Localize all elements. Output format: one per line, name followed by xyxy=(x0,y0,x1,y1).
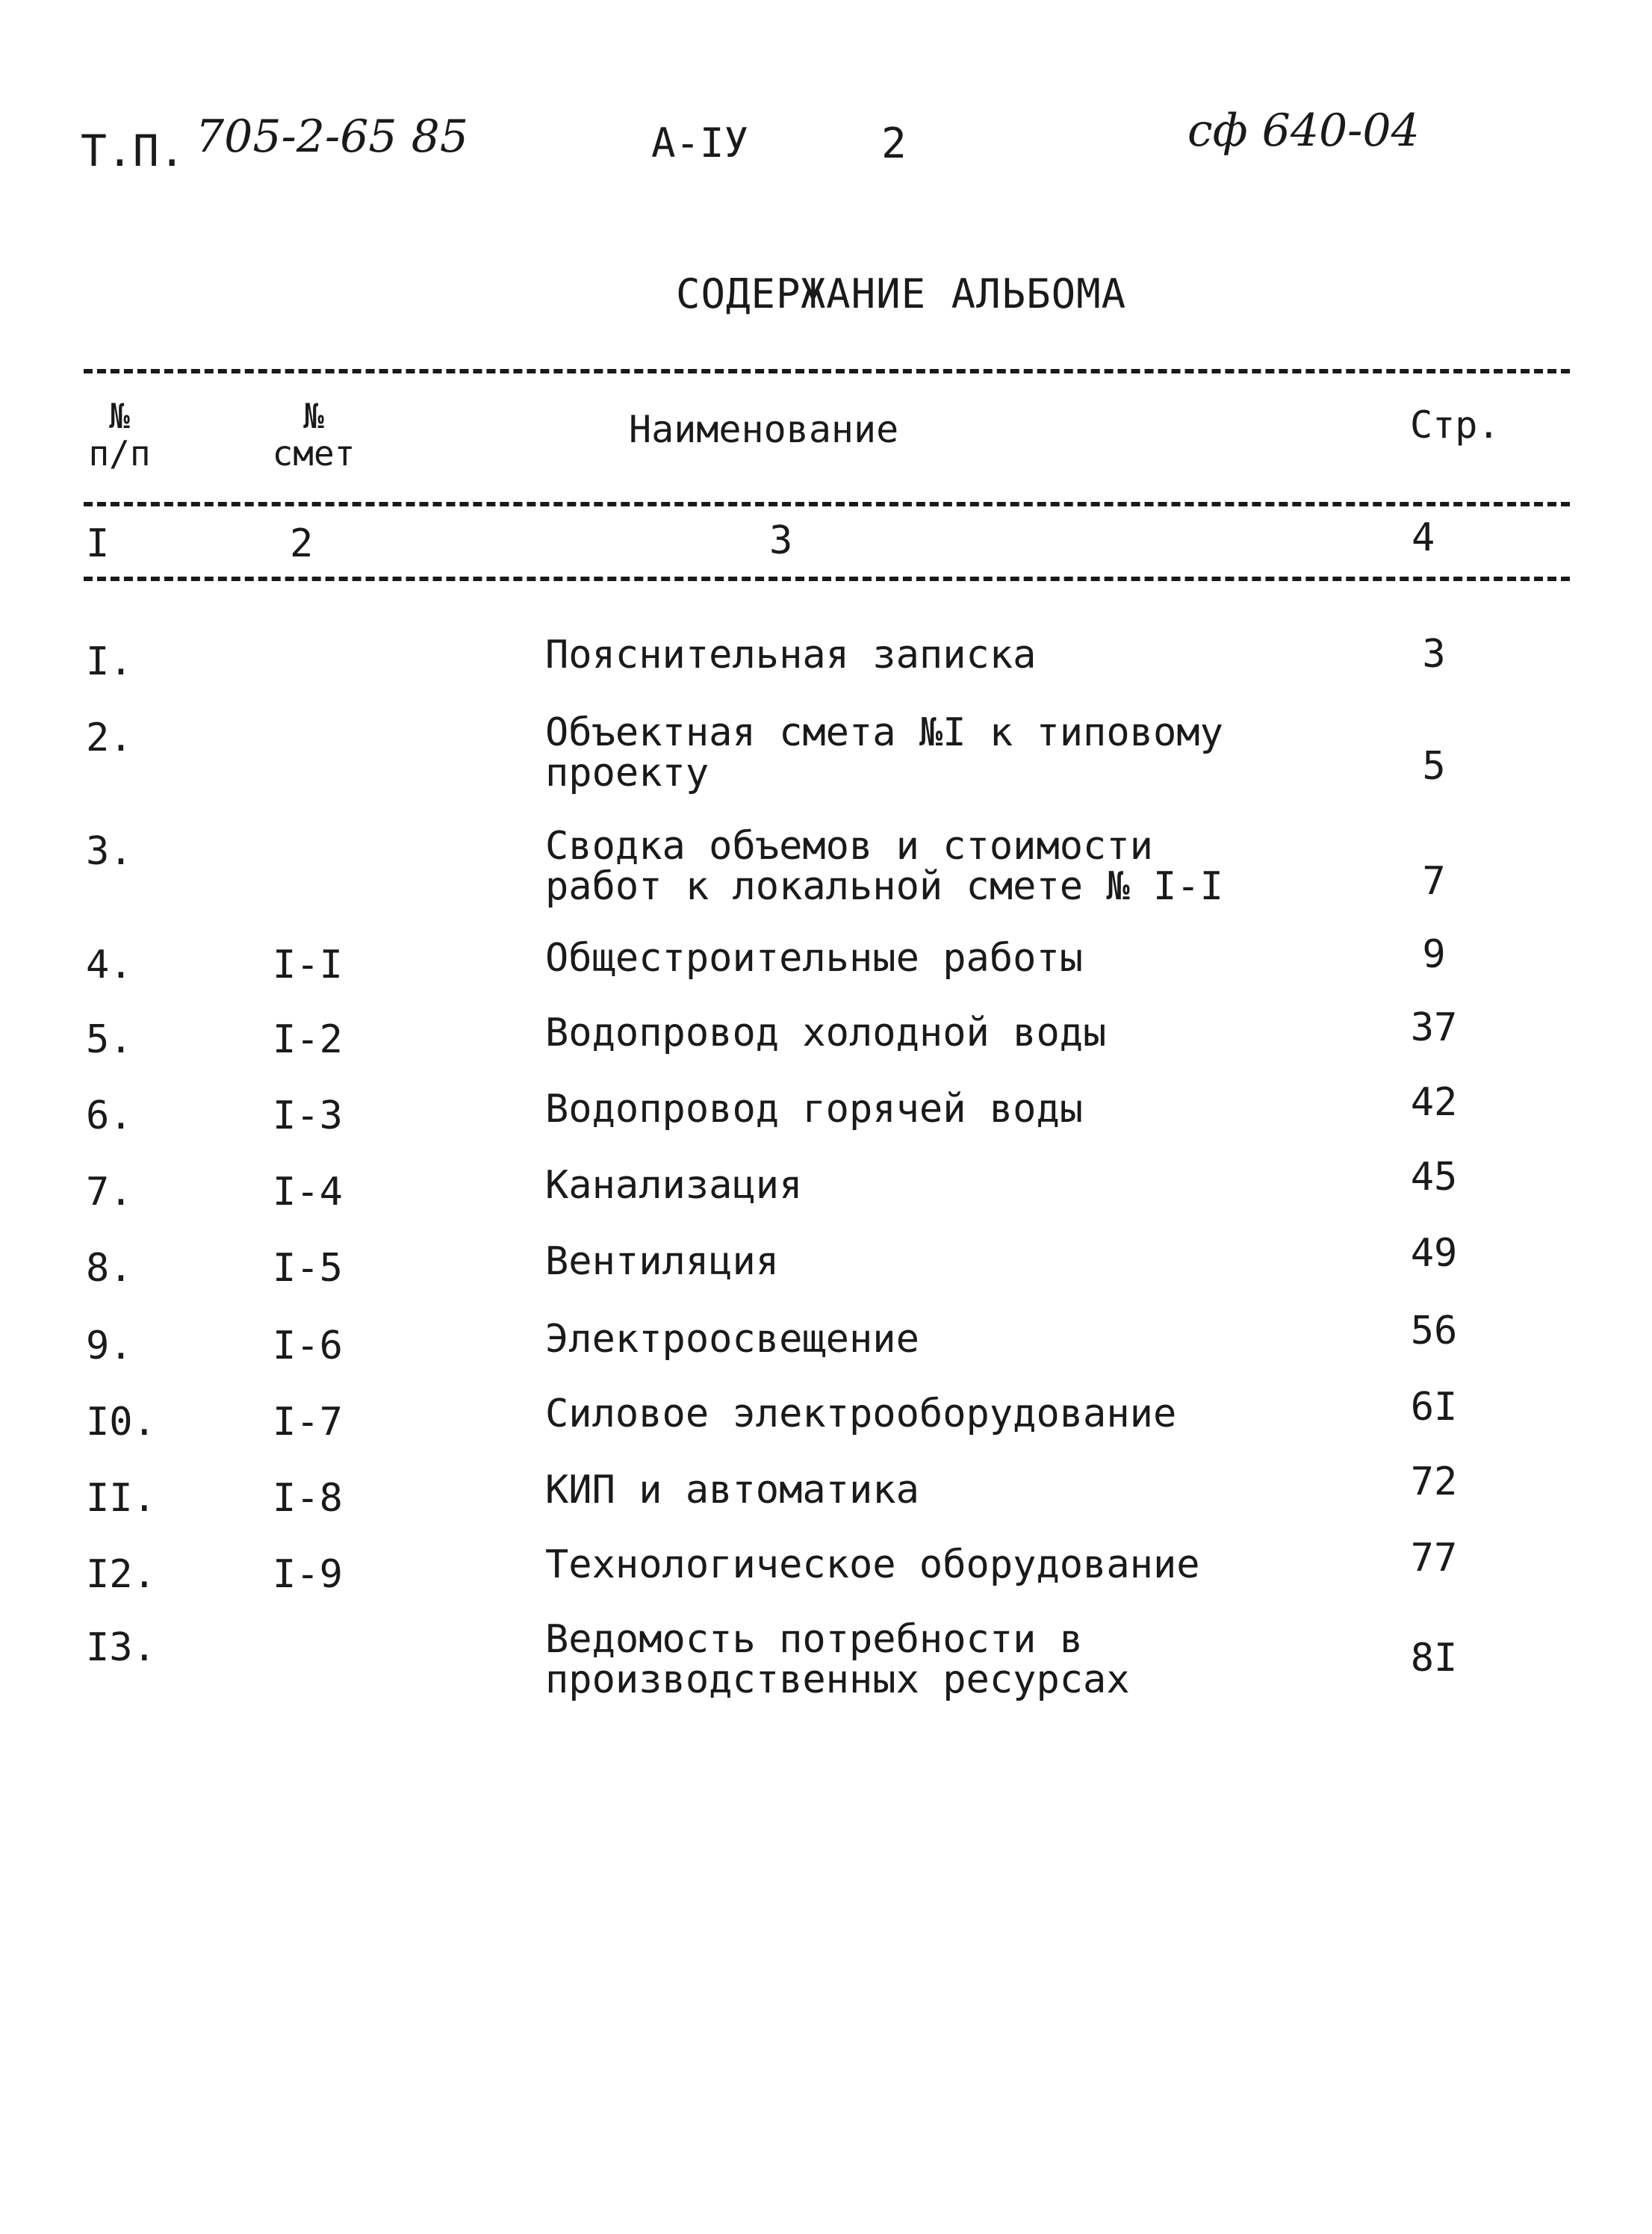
row-number: I3. xyxy=(86,1625,156,1670)
col-smeta-symbol: № xyxy=(303,396,324,436)
row-page: 37 xyxy=(1410,1005,1458,1050)
row-number: 6. xyxy=(86,1093,133,1138)
row-title-line-2: производственных ресурсах xyxy=(545,1657,1130,1702)
tp-number: 705-2-65 85 xyxy=(196,111,469,163)
row-page: 42 xyxy=(1410,1080,1458,1125)
col-number-3: 3 xyxy=(769,518,793,563)
row-page: 49 xyxy=(1410,1231,1458,1276)
table-numbering-rule xyxy=(84,577,1570,581)
page-title: СОДЕРЖАНИЕ АЛЬБОМА xyxy=(676,270,1127,317)
row-title: Пояснительная записка xyxy=(545,633,1037,677)
row-title: Технологическое оборудование xyxy=(545,1542,1200,1587)
col-no-header xyxy=(78,397,161,472)
row-number: I2. xyxy=(86,1552,156,1597)
row-number: II. xyxy=(86,1476,156,1521)
row-number: 9. xyxy=(86,1324,133,1368)
row-page: 7 xyxy=(1422,859,1446,904)
row-title: Силовое электрооборудование xyxy=(545,1391,1177,1436)
col-no-symbol: № xyxy=(109,396,130,436)
row-title: Канализация xyxy=(545,1163,803,1208)
col-number-4: 4 xyxy=(1412,515,1435,560)
row-title: КИП и автоматика xyxy=(545,1468,919,1512)
row-title: Водопровод холодной воды xyxy=(545,1011,1107,1055)
album-number: А-IУ xyxy=(651,120,749,167)
row-number: 4. xyxy=(86,943,133,987)
row-smeta: I-9 xyxy=(273,1552,343,1597)
row-number: 8. xyxy=(86,1246,133,1291)
row-number: I. xyxy=(86,639,133,684)
table-header-rule xyxy=(84,502,1570,506)
sheet-number: 2 xyxy=(881,120,907,168)
col-name-header: Наименование xyxy=(629,408,899,451)
row-smeta: I-6 xyxy=(273,1324,343,1368)
col-page-header: Стр. xyxy=(1410,403,1500,447)
row-page: 8I xyxy=(1410,1636,1458,1681)
row-number: 2. xyxy=(86,716,133,760)
row-page: 3 xyxy=(1422,632,1446,677)
row-smeta: I-2 xyxy=(273,1017,343,1062)
col-smeta-header xyxy=(254,397,373,472)
row-smeta: I-7 xyxy=(273,1400,343,1445)
row-page: 45 xyxy=(1410,1155,1458,1200)
tp-prefix: Т.П. xyxy=(81,125,185,176)
row-title: Водопровод горячей воды xyxy=(545,1087,1084,1132)
row-smeta: I-4 xyxy=(273,1170,343,1214)
row-title-line-2: проекту xyxy=(545,751,709,795)
row-page: 9 xyxy=(1422,932,1446,977)
row-title-line-1: Ведомость потребности в xyxy=(545,1617,1084,1662)
row-page: 5 xyxy=(1422,744,1446,789)
row-smeta: I-8 xyxy=(273,1476,343,1521)
row-number: 7. xyxy=(86,1170,133,1214)
row-title: Электроосвещение xyxy=(545,1317,919,1362)
row-page: 77 xyxy=(1410,1536,1458,1580)
row-smeta: I-3 xyxy=(273,1093,343,1138)
row-title: Общестроительные работы xyxy=(545,936,1084,981)
row-number: 3. xyxy=(86,829,133,874)
row-title-line-1: Объектная смета №I к типовому xyxy=(545,710,1223,755)
col-smeta-label: смет xyxy=(272,433,355,474)
table-top-rule xyxy=(84,369,1570,373)
row-smeta: I-I xyxy=(273,943,343,987)
row-title-line-2: работ к локальной смете № I-I xyxy=(545,864,1223,909)
row-smeta: I-5 xyxy=(273,1246,343,1291)
row-page: 72 xyxy=(1410,1459,1458,1504)
document-code: сф 640-04 xyxy=(1187,105,1420,157)
row-page: 6I xyxy=(1410,1385,1458,1430)
row-title-line-1: Сводка объемов и стоимости xyxy=(545,824,1153,869)
col-number-1: I xyxy=(86,521,110,566)
row-page: 56 xyxy=(1410,1309,1458,1353)
row-title: Вентиляция xyxy=(545,1239,780,1284)
row-number: 5. xyxy=(86,1017,133,1062)
row-number: I0. xyxy=(86,1400,156,1445)
col-no-label: п/п xyxy=(88,433,151,474)
col-number-2: 2 xyxy=(290,521,314,566)
